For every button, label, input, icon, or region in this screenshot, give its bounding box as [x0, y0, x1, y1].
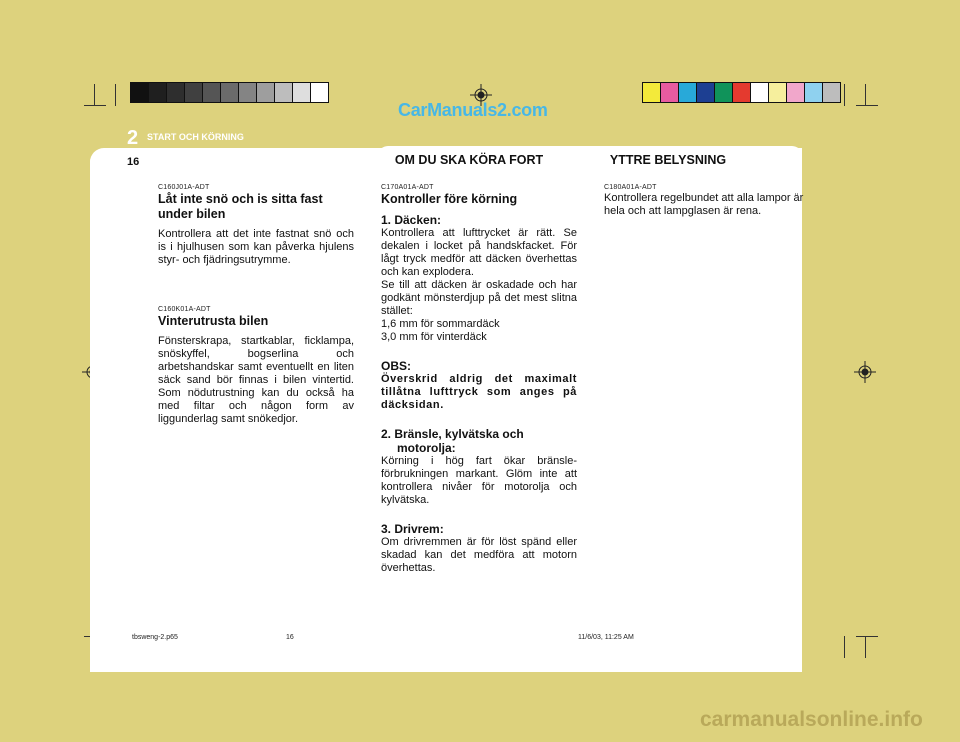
color-swatch: [275, 83, 293, 102]
color-swatch: [769, 83, 787, 102]
item-heading: 1. Däcken:: [381, 213, 442, 227]
crop-mark: [844, 636, 845, 658]
registration-mark-icon: [854, 361, 876, 383]
item-heading: 2. Bränsle, kylvätska och motorolja:: [381, 427, 524, 455]
crop-mark: [84, 105, 106, 106]
color-swatch: [167, 83, 185, 102]
color-swatch: [257, 83, 275, 102]
section-tab-speed: OM DU SKA KÖRA FORT: [394, 153, 544, 167]
section-code: C160J01A-ADT: [158, 184, 210, 191]
section-body: Fönsterskrapa, startkablar, ficklampa, snöskyffel, bogserlina och arbetshandskar samt eventuellt en liten säck sand bör finnas i bilen vintertid. Som nödutrustning kan du också ha med filtar och någon form av liggunderlag samt snökedjor.: [158, 335, 354, 425]
footer-timestamp: 11/6/03, 11:25 AM: [578, 634, 634, 641]
color-swatch: [185, 83, 203, 102]
item-body: Körning i hög fart ökar bränsle-förbrukningen markant. Glöm inte att kontrollera nivåer för motorolja och kylvätska.: [381, 455, 577, 506]
color-swatch: [293, 83, 311, 102]
chapter-number: 2: [127, 127, 139, 149]
left-column: [158, 184, 354, 426]
section-body: Kontrollera att det inte fastnat snö och is i hjulhusen som kan påverka hjulens styr- och fjädringsutrymme.: [158, 228, 354, 266]
note-body: Överskrid aldrig det maximalt tillåtna lufttryck som anges på däcksidan.: [381, 373, 577, 411]
item-body: Se till att däcken är oskadade och har godkänt mönsterdjup på det mest slitna stället:: [381, 279, 577, 317]
section-code: C170A01A-ADT: [381, 184, 434, 191]
item-body: Kontrollera att lufttrycket är rätt. Se dekalen i locket på handskfacket. För lågt tryck medför att däcken överhettas och kan explodera.: [381, 227, 577, 278]
page-number-tab: [90, 152, 150, 172]
crop-mark: [856, 636, 878, 637]
middle-column: [381, 184, 577, 575]
color-swatch: [661, 83, 679, 102]
color-swatch: [787, 83, 805, 102]
color-swatch: [239, 83, 257, 102]
item-body: Om drivremmen är för löst spänd eller skadad kan det medföra att motorn överhettas.: [381, 536, 577, 574]
footer-site: carmanualsonline.info: [700, 708, 923, 731]
crop-mark: [115, 84, 116, 106]
color-swatch: [679, 83, 697, 102]
crop-mark: [94, 84, 95, 106]
right-column: [604, 184, 804, 218]
color-swatch: [751, 83, 769, 102]
crop-mark: [865, 636, 866, 658]
note-heading: OBS:: [381, 359, 411, 373]
color-swatch: [203, 83, 221, 102]
color-swatch: [715, 83, 733, 102]
color-swatch: [131, 83, 149, 102]
section-heading: Vinterutrusta bilen: [158, 314, 269, 328]
crop-mark: [865, 84, 866, 106]
color-swatch: [643, 83, 661, 102]
color-swatch: [149, 83, 167, 102]
page-number: 16: [127, 156, 140, 168]
watermark: CarManuals2.com: [398, 100, 548, 120]
section-code: C160K01A-ADT: [158, 306, 211, 313]
color-swatch: [311, 83, 328, 102]
item-line: 3,0 mm för vinterdäck: [381, 331, 487, 343]
color-swatch: [697, 83, 715, 102]
footer-file: tbsweng-2.p65: [132, 634, 178, 641]
item-line: 1,6 mm för sommardäck: [381, 318, 500, 330]
color-swatch: [823, 83, 840, 102]
section-body: Kontrollera regelbundet att alla lampor är hela och att lampglasen är rena.: [604, 192, 804, 217]
color-swatch: [733, 83, 751, 102]
section-code: C180A01A-ADT: [604, 184, 657, 191]
crop-mark: [844, 84, 845, 106]
color-swatch: [221, 83, 239, 102]
process-color-bar: [642, 82, 841, 103]
chapter-title: START OCH KÖRNING: [147, 132, 244, 142]
section-heading: Kontroller före körning: [381, 192, 518, 206]
footer-page: 16: [286, 634, 294, 641]
grayscale-color-bar: [130, 82, 329, 103]
color-swatch: [805, 83, 823, 102]
section-tab-lighting: YTTRE BELYSNING: [609, 153, 727, 167]
section-heading: Låt inte snö och is sitta fast under bilen: [158, 192, 323, 221]
crop-mark: [856, 105, 878, 106]
item-heading: 3. Drivrem:: [381, 522, 444, 536]
